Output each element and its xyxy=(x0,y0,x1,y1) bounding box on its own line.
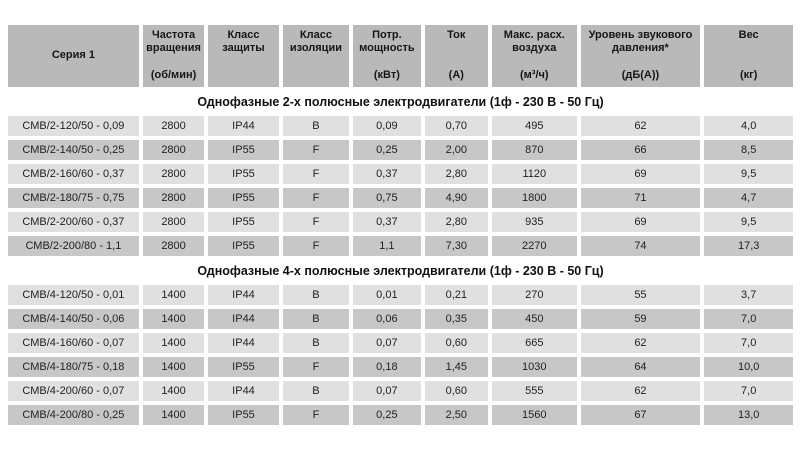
column-header-wrap xyxy=(425,25,488,87)
column-label: Макс. расх. воздуха xyxy=(503,29,565,54)
value-cell: 935 xyxy=(492,212,577,232)
section-header-row xyxy=(8,260,793,281)
value-cell: 1400 xyxy=(143,357,204,377)
value-cell: 0,06 xyxy=(353,309,420,329)
value-cell: 1800 xyxy=(492,188,577,208)
value-cell: 9,5 xyxy=(704,212,793,232)
value-cell: 10,0 xyxy=(704,357,793,377)
column-header-wrap xyxy=(143,25,204,87)
value-cell: 2,80 xyxy=(425,212,488,232)
column-unit: (кВт) xyxy=(373,69,400,82)
table-row xyxy=(8,236,793,256)
column-header-1 xyxy=(143,25,204,87)
column-header-wrap xyxy=(704,25,793,87)
value-cell: IP55 xyxy=(208,236,278,256)
value-cell: 66 xyxy=(581,140,701,160)
value-cell: 1030 xyxy=(492,357,577,377)
value-cell: 7,0 xyxy=(704,309,793,329)
model-cell: СМВ/4-120/50 - 0,01 xyxy=(8,285,139,305)
column-label: Потр. мощность xyxy=(359,29,415,54)
value-cell: 2800 xyxy=(143,236,204,256)
value-cell: 62 xyxy=(581,381,701,401)
column-header-wrap xyxy=(353,25,420,87)
value-cell: F xyxy=(283,405,349,425)
value-cell: IP44 xyxy=(208,285,278,305)
value-cell: IP55 xyxy=(208,405,278,425)
column-unit: (об/мин) xyxy=(150,69,197,82)
column-unit: (м³/ч) xyxy=(519,69,549,82)
table-row xyxy=(8,116,793,136)
model-cell: СМВ/4-140/50 - 0,06 xyxy=(8,309,139,329)
value-cell: 270 xyxy=(492,285,577,305)
value-cell: 1,1 xyxy=(353,236,420,256)
value-cell: 450 xyxy=(492,309,577,329)
value-cell: 0,09 xyxy=(353,116,420,136)
motor-spec-table xyxy=(4,21,797,429)
value-cell: 9,5 xyxy=(704,164,793,184)
value-cell: 0,25 xyxy=(353,405,420,425)
column-header-wrap xyxy=(8,25,139,87)
section-header-row xyxy=(8,91,793,112)
value-cell: 17,3 xyxy=(704,236,793,256)
value-cell: 4,7 xyxy=(704,188,793,208)
column-header-8 xyxy=(704,25,793,87)
value-cell: 870 xyxy=(492,140,577,160)
column-unit: (кг) xyxy=(739,69,758,82)
value-cell: 3,7 xyxy=(704,285,793,305)
value-cell: B xyxy=(283,285,349,305)
value-cell: IP55 xyxy=(208,357,278,377)
value-cell: 69 xyxy=(581,164,701,184)
value-cell: 7,30 xyxy=(425,236,488,256)
value-cell: 62 xyxy=(581,333,701,353)
value-cell: IP55 xyxy=(208,140,278,160)
table-row xyxy=(8,164,793,184)
value-cell: 2800 xyxy=(143,140,204,160)
value-cell: 13,0 xyxy=(704,405,793,425)
value-cell: F xyxy=(283,140,349,160)
section-title: Однофазные 2-х полюсные электродвигатели (1ф - 230 В - 50 Гц) xyxy=(8,91,793,112)
column-header-wrap xyxy=(492,25,577,87)
value-cell: 665 xyxy=(492,333,577,353)
value-cell: 0,18 xyxy=(353,357,420,377)
value-cell: 7,0 xyxy=(704,381,793,401)
value-cell: 0,60 xyxy=(425,381,488,401)
value-cell: 1400 xyxy=(143,309,204,329)
table-row xyxy=(8,381,793,401)
value-cell: IP44 xyxy=(208,309,278,329)
value-cell: 0,35 xyxy=(425,309,488,329)
value-cell: 0,37 xyxy=(353,212,420,232)
value-cell: 62 xyxy=(581,116,701,136)
value-cell: IP44 xyxy=(208,116,278,136)
value-cell: 0,25 xyxy=(353,140,420,160)
column-label: Класс защиты xyxy=(222,29,265,54)
value-cell: F xyxy=(283,357,349,377)
value-cell: 2800 xyxy=(143,212,204,232)
value-cell: 2,50 xyxy=(425,405,488,425)
model-cell: СМВ/4-180/75 - 0,18 xyxy=(8,357,139,377)
model-cell: СМВ/2-120/50 - 0,09 xyxy=(8,116,139,136)
column-label: Класс изоляции xyxy=(289,29,342,54)
value-cell: 4,0 xyxy=(704,116,793,136)
value-cell: 1400 xyxy=(143,333,204,353)
model-cell: СМВ/2-200/60 - 0,37 xyxy=(8,212,139,232)
value-cell: 59 xyxy=(581,309,701,329)
column-header-2 xyxy=(208,25,278,87)
value-cell: B xyxy=(283,309,349,329)
value-cell: 55 xyxy=(581,285,701,305)
value-cell: 64 xyxy=(581,357,701,377)
value-cell: 2800 xyxy=(143,164,204,184)
value-cell: 4,90 xyxy=(425,188,488,208)
column-header-4 xyxy=(353,25,420,87)
column-label: Частота вращения xyxy=(146,29,201,54)
value-cell: 8,5 xyxy=(704,140,793,160)
value-cell: 74 xyxy=(581,236,701,256)
column-header-3 xyxy=(283,25,349,87)
value-cell: 2,80 xyxy=(425,164,488,184)
value-cell: B xyxy=(283,116,349,136)
table-row xyxy=(8,212,793,232)
value-cell: 0,70 xyxy=(425,116,488,136)
value-cell: B xyxy=(283,381,349,401)
model-cell: СМВ/2-140/50 - 0,25 xyxy=(8,140,139,160)
value-cell: 1400 xyxy=(143,285,204,305)
model-cell: СМВ/4-200/60 - 0,07 xyxy=(8,381,139,401)
model-cell: СМВ/4-160/60 - 0,07 xyxy=(8,333,139,353)
value-cell: IP55 xyxy=(208,164,278,184)
value-cell: 67 xyxy=(581,405,701,425)
header-row xyxy=(8,25,793,87)
value-cell: IP44 xyxy=(208,333,278,353)
model-cell: СМВ/2-160/60 - 0,37 xyxy=(8,164,139,184)
model-cell: СМВ/2-200/80 - 1,1 xyxy=(8,236,139,256)
value-cell: F xyxy=(283,212,349,232)
value-cell: 0,07 xyxy=(353,333,420,353)
value-cell: 71 xyxy=(581,188,701,208)
column-header-5 xyxy=(425,25,488,87)
value-cell: 0,37 xyxy=(353,164,420,184)
value-cell: 495 xyxy=(492,116,577,136)
column-header-0 xyxy=(8,25,139,87)
value-cell: 0,21 xyxy=(425,285,488,305)
value-cell: B xyxy=(283,333,349,353)
column-header-wrap xyxy=(208,25,278,87)
table-row xyxy=(8,405,793,425)
value-cell: 555 xyxy=(492,381,577,401)
value-cell: 0,60 xyxy=(425,333,488,353)
table-row xyxy=(8,188,793,208)
column-unit: (А) xyxy=(448,69,464,82)
value-cell: 7,0 xyxy=(704,333,793,353)
value-cell: 0,01 xyxy=(353,285,420,305)
column-header-wrap xyxy=(283,25,349,87)
value-cell: IP55 xyxy=(208,212,278,232)
value-cell: 2270 xyxy=(492,236,577,256)
value-cell: 1400 xyxy=(143,381,204,401)
value-cell: IP55 xyxy=(208,188,278,208)
column-label: Уровень звукового давления* xyxy=(588,29,693,54)
table-row xyxy=(8,140,793,160)
section-title: Однофазные 4-х полюсные электродвигатели (1ф - 230 В - 50 Гц) xyxy=(8,260,793,281)
table-row xyxy=(8,333,793,353)
value-cell: IP44 xyxy=(208,381,278,401)
value-cell: F xyxy=(283,164,349,184)
value-cell: F xyxy=(283,236,349,256)
value-cell: 1400 xyxy=(143,405,204,425)
value-cell: 2,00 xyxy=(425,140,488,160)
value-cell: 2800 xyxy=(143,116,204,136)
table-header xyxy=(8,25,793,87)
value-cell: F xyxy=(283,188,349,208)
model-cell: СМВ/2-180/75 - 0,75 xyxy=(8,188,139,208)
column-unit: (дБ(А)) xyxy=(621,69,660,82)
value-cell: 1560 xyxy=(492,405,577,425)
value-cell: 0,75 xyxy=(353,188,420,208)
table-row xyxy=(8,357,793,377)
value-cell: 0,07 xyxy=(353,381,420,401)
column-label: Вес xyxy=(738,29,759,41)
value-cell: 1,45 xyxy=(425,357,488,377)
table-row xyxy=(8,309,793,329)
value-cell: 1120 xyxy=(492,164,577,184)
column-header-7 xyxy=(581,25,701,87)
column-header-wrap xyxy=(581,25,701,87)
column-label: Ток xyxy=(447,29,466,41)
column-header-6 xyxy=(492,25,577,87)
table-body xyxy=(8,91,793,425)
column-label: Серия 1 xyxy=(51,49,95,62)
table-row xyxy=(8,285,793,305)
model-cell: СМВ/4-200/80 - 0,25 xyxy=(8,405,139,425)
value-cell: 69 xyxy=(581,212,701,232)
value-cell: 2800 xyxy=(143,188,204,208)
